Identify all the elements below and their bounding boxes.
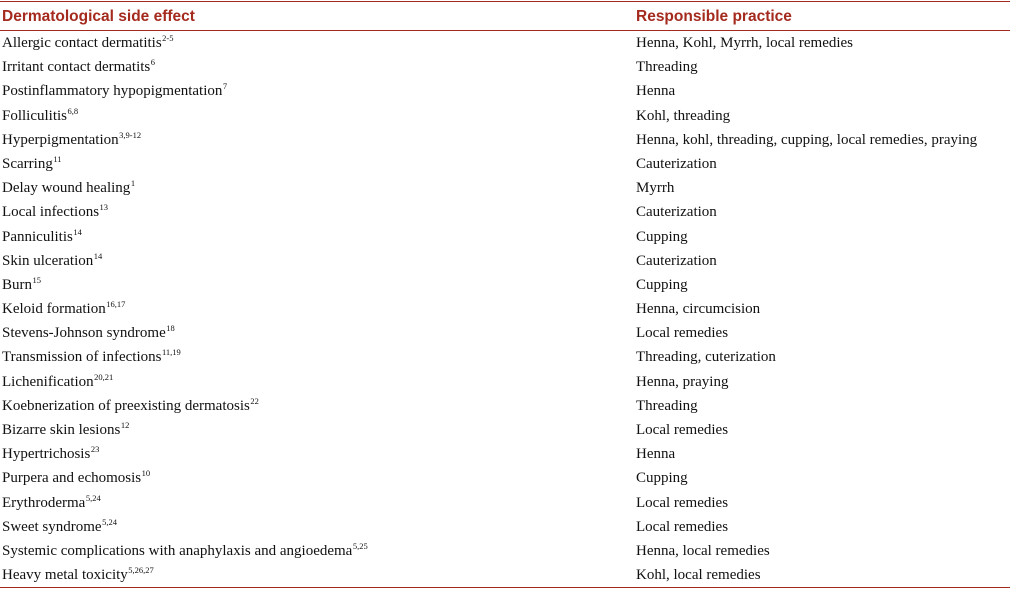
responsible-practice-cell: Henna, Kohl, Myrrh, local remedies xyxy=(636,35,854,51)
side-effect-cell xyxy=(2,128,141,152)
side-effect-cell xyxy=(2,539,368,563)
reference-superscript: 20,21 xyxy=(94,371,114,382)
table-row xyxy=(0,200,1010,224)
reference-superscript: 12 xyxy=(120,420,130,430)
table-top-rule xyxy=(0,1,1010,2)
table-bottom-rule xyxy=(0,587,1010,588)
responsible-practice-cell: Henna, kohl, threading, cupping, local remedies, praying xyxy=(636,131,978,148)
side-effect-text: Panniculitis xyxy=(2,228,73,245)
reference-superscript: 3,9-12 xyxy=(119,129,142,140)
table-row xyxy=(0,563,1010,587)
responsible-practice-cell: Henna, praying xyxy=(636,373,729,390)
side-effect-cell xyxy=(2,394,259,418)
responsible-practice-cell: Threading xyxy=(636,397,698,414)
table-row xyxy=(0,152,1010,176)
side-effect-text: Bizarre skin lesions xyxy=(2,422,121,438)
side-effect-text: Hyperpigmentation xyxy=(2,131,119,148)
side-effect-text: Allergic contact dermatitis xyxy=(2,35,162,51)
reference-superscript: 11,19 xyxy=(161,347,181,358)
side-effect-cell xyxy=(2,104,78,128)
responsible-practice-cell: Local remedies xyxy=(636,325,729,342)
responsible-practice-cell: Local remedies xyxy=(636,494,729,511)
reference-superscript: 2-5 xyxy=(162,33,174,43)
responsible-practice-cell: Threading xyxy=(636,59,698,76)
reference-superscript: 14 xyxy=(73,226,82,237)
reference-superscript: 6 xyxy=(150,57,156,68)
side-effect-cell xyxy=(2,563,154,587)
side-effect-text: Keloid formation xyxy=(2,301,106,318)
reference-superscript: 15 xyxy=(32,274,41,285)
side-effect-text: Heavy metal toxicity xyxy=(2,567,128,584)
header-dermatological-side-effect: Dermatological side effect xyxy=(2,8,195,25)
side-effect-text: Skin ulceration xyxy=(2,252,94,269)
side-effect-cell xyxy=(2,321,175,345)
table-row xyxy=(0,466,1010,490)
reference-superscript: 23 xyxy=(90,444,100,455)
reference-superscript: 16,17 xyxy=(106,299,126,310)
side-effect-text: Stevens-Johnson syndrome xyxy=(2,325,166,342)
reference-superscript: 6,8 xyxy=(67,105,79,116)
side-effect-cell xyxy=(2,79,227,103)
side-effect-text: Local infections xyxy=(2,204,100,221)
table-row xyxy=(0,321,1010,345)
responsible-practice-cell: Myrrh xyxy=(636,180,675,197)
responsible-practice-cell: Henna xyxy=(636,83,676,100)
side-effect-cell xyxy=(2,176,135,200)
responsible-practice-cell: Cupping xyxy=(636,276,688,293)
reference-superscript: 5,26,27 xyxy=(128,565,154,576)
table-body xyxy=(0,31,1010,587)
table-header xyxy=(0,6,1010,28)
side-effect-cell xyxy=(2,442,99,466)
table-row xyxy=(0,442,1010,466)
table-row xyxy=(0,418,1010,442)
side-effect-text: Postinflammatory hypopigmentation xyxy=(2,83,223,100)
side-effect-cell xyxy=(2,31,174,55)
responsible-practice-cell: Cauterization xyxy=(636,252,717,269)
side-effect-text: Koebnerization of preexisting dermatosis xyxy=(2,397,250,414)
table-row xyxy=(0,128,1010,152)
side-effect-cell xyxy=(2,200,108,224)
side-effect-text: Scarring xyxy=(2,155,53,172)
side-effect-text: Folliculitis xyxy=(2,107,68,124)
table-row xyxy=(0,515,1010,539)
table-row xyxy=(0,249,1010,273)
table-row xyxy=(0,55,1010,79)
responsible-practice-cell: Threading, cuterization xyxy=(636,349,776,366)
table-row xyxy=(0,104,1010,128)
header-responsible-practice: Responsible practice xyxy=(636,8,792,25)
reference-superscript: 5,24 xyxy=(102,516,117,527)
responsible-practice-cell: Cupping xyxy=(636,228,688,245)
side-effect-text: Sweet syndrome xyxy=(2,518,102,535)
responsible-practice-cell: Kohl, threading xyxy=(636,107,731,124)
table-row xyxy=(0,370,1010,394)
table-row xyxy=(0,297,1010,321)
reference-superscript: 11 xyxy=(53,153,62,164)
responsible-practice-cell: Henna, circumcision xyxy=(636,301,761,318)
reference-superscript: 22 xyxy=(250,395,259,406)
side-effect-text: Systemic complications with anaphylaxis and angioedema xyxy=(2,542,353,559)
side-effect-cell xyxy=(2,370,113,394)
side-effect-cell xyxy=(2,273,41,297)
table-row xyxy=(0,176,1010,200)
responsible-practice-cell: Local remedies xyxy=(636,422,729,438)
side-effect-cell xyxy=(2,249,102,273)
side-effect-cell xyxy=(2,515,117,539)
responsible-practice-cell: Cupping xyxy=(636,470,688,487)
reference-superscript: 13 xyxy=(99,202,109,213)
side-effect-text: Delay wound healing xyxy=(2,180,131,197)
side-effect-cell xyxy=(2,466,150,490)
responsible-practice-cell: Local remedies xyxy=(636,518,729,535)
table-row xyxy=(0,345,1010,369)
side-effect-text: Hypertrichosis xyxy=(2,446,91,463)
reference-superscript: 10 xyxy=(141,468,151,479)
table-row xyxy=(0,539,1010,563)
side-effect-cell xyxy=(2,225,82,249)
side-effect-text: Purpera and echomosis xyxy=(2,470,142,487)
responsible-practice-cell: Henna, local remedies xyxy=(636,542,770,559)
reference-superscript: 18 xyxy=(166,323,175,334)
reference-superscript: 5,25 xyxy=(352,540,368,551)
side-effect-text: Transmission of infections xyxy=(2,349,162,366)
side-effect-cell xyxy=(2,55,155,79)
reference-superscript: 1 xyxy=(130,178,136,189)
side-effect-cell xyxy=(2,152,62,176)
table-row xyxy=(0,491,1010,515)
side-effect-cell xyxy=(2,418,129,442)
side-effect-cell xyxy=(2,345,181,369)
reference-superscript: 5,24 xyxy=(85,492,101,503)
table-row xyxy=(0,225,1010,249)
responsible-practice-cell: Kohl, local remedies xyxy=(636,567,761,584)
table-row xyxy=(0,79,1010,103)
responsible-practice-cell: Cauterization xyxy=(636,155,717,172)
side-effect-cell xyxy=(2,297,125,321)
side-effect-text: Irritant contact dermatits xyxy=(2,59,151,76)
table-row xyxy=(0,394,1010,418)
table-row xyxy=(0,31,1010,55)
responsible-practice-cell: Henna xyxy=(636,446,676,463)
reference-superscript: 14 xyxy=(93,250,103,261)
side-effect-text: Burn xyxy=(2,276,32,293)
reference-superscript: 7 xyxy=(222,81,228,92)
side-effect-text: Erythroderma xyxy=(2,494,86,511)
side-effect-cell xyxy=(2,491,101,515)
table-row xyxy=(0,273,1010,297)
side-effect-text: Lichenification xyxy=(2,373,94,390)
responsible-practice-cell: Cauterization xyxy=(636,204,717,221)
